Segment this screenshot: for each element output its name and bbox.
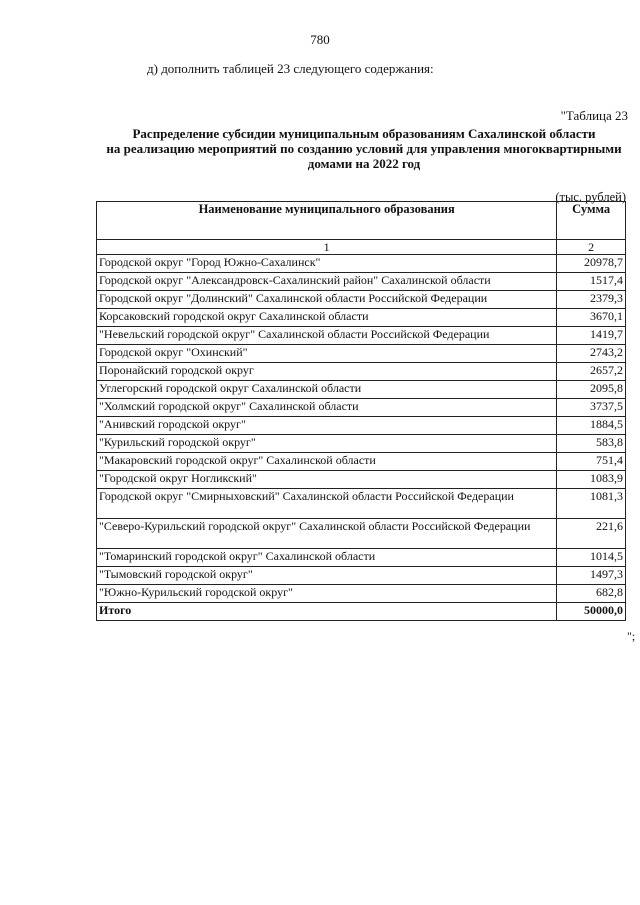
table-row bbox=[97, 345, 626, 363]
row-sum: 1081,3 bbox=[557, 489, 626, 519]
row-sum: 1083,9 bbox=[557, 471, 626, 489]
table-row bbox=[97, 291, 626, 309]
row-name: Городской округ "Долинский" Сахалинской области Российской Федерации bbox=[97, 291, 557, 309]
column-number-row bbox=[97, 240, 626, 255]
table-row bbox=[97, 255, 626, 273]
closing-quote: "; bbox=[627, 629, 636, 643]
table-row bbox=[97, 519, 626, 549]
table-row bbox=[97, 309, 626, 327]
subsidy-table bbox=[96, 201, 626, 621]
table-row bbox=[97, 585, 626, 603]
table-row bbox=[97, 417, 626, 435]
title-line: домами на 2022 год bbox=[307, 156, 421, 171]
row-sum: 1497,3 bbox=[557, 567, 626, 585]
total-sum: 50000,0 bbox=[557, 603, 626, 621]
page-number: 780 bbox=[310, 32, 330, 47]
row-name: Городской округ "Александровск-Сахалинский район" Сахалинской области bbox=[97, 273, 557, 291]
row-sum: 3737,5 bbox=[557, 399, 626, 417]
row-sum: 20978,7 bbox=[557, 255, 626, 273]
row-sum: 1517,4 bbox=[557, 273, 626, 291]
row-sum: 1014,5 bbox=[557, 549, 626, 567]
table-row bbox=[97, 549, 626, 567]
column-number: 2 bbox=[557, 240, 626, 255]
row-name: "Холмский городской округ" Сахалинской области bbox=[97, 399, 557, 417]
row-sum: 2379,3 bbox=[557, 291, 626, 309]
row-sum: 2095,8 bbox=[557, 381, 626, 399]
row-sum: 1419,7 bbox=[557, 327, 626, 345]
row-sum: 3670,1 bbox=[557, 309, 626, 327]
row-name: "Невельский городской округ" Сахалинской области Российской Федерации bbox=[97, 327, 557, 345]
intro-text: д) дополнить таблицей 23 следующего содержания: bbox=[147, 61, 434, 76]
table-row bbox=[97, 489, 626, 519]
row-name: "Северо-Курильский городской округ" Сахалинской области Российской Федерации bbox=[97, 519, 557, 549]
table-row bbox=[97, 327, 626, 345]
row-name: Поронайский городской округ bbox=[97, 363, 557, 381]
table-row bbox=[97, 453, 626, 471]
header-name: Наименование муниципального образования bbox=[97, 202, 557, 240]
row-name: "Макаровский городской округ" Сахалинской области bbox=[97, 453, 557, 471]
title-line: на реализацию мероприятий по созданию условий для управления многоквартирными bbox=[106, 141, 622, 156]
title-line: Распределение субсидии муниципальным образованиям Сахалинской области bbox=[132, 126, 596, 141]
row-sum: 751,4 bbox=[557, 453, 626, 471]
row-sum: 2657,2 bbox=[557, 363, 626, 381]
row-name: Корсаковский городской округ Сахалинской области bbox=[97, 309, 557, 327]
row-name: Городской округ "Охинский" bbox=[97, 345, 557, 363]
row-sum: 221,6 bbox=[557, 519, 626, 549]
table-row bbox=[97, 381, 626, 399]
header-sum: Сумма bbox=[557, 202, 626, 240]
row-name: Городской округ "Город Южно-Сахалинск" bbox=[97, 255, 557, 273]
row-sum: 1884,5 bbox=[557, 417, 626, 435]
total-label: Итого bbox=[97, 603, 557, 621]
row-name: "Томаринский городской округ" Сахалинской области bbox=[97, 549, 557, 567]
row-name: "Тымовский городской округ" bbox=[97, 567, 557, 585]
table-reference: "Таблица 23 bbox=[560, 108, 628, 123]
table-row bbox=[97, 471, 626, 489]
row-sum: 583,8 bbox=[557, 435, 626, 453]
row-name: "Курильский городской округ" bbox=[97, 435, 557, 453]
row-name: Углегорский городской округ Сахалинской области bbox=[97, 381, 557, 399]
total-row bbox=[97, 603, 626, 621]
table-row bbox=[97, 363, 626, 381]
table-row bbox=[97, 435, 626, 453]
header-row bbox=[97, 202, 626, 240]
table-row bbox=[97, 273, 626, 291]
units-label: (тыс. рублей) bbox=[555, 190, 626, 204]
document-title bbox=[96, 126, 632, 171]
table-row bbox=[97, 399, 626, 417]
row-sum: 682,8 bbox=[557, 585, 626, 603]
column-number: 1 bbox=[97, 240, 557, 255]
row-name: "Городской округ Ногликский" bbox=[97, 471, 557, 489]
row-sum: 2743,2 bbox=[557, 345, 626, 363]
row-name: "Анивский городской округ" bbox=[97, 417, 557, 435]
row-name: "Южно-Курильский городской округ" bbox=[97, 585, 557, 603]
row-name: Городской округ "Смирныховский" Сахалинской области Российской Федерации bbox=[97, 489, 557, 519]
table-row bbox=[97, 567, 626, 585]
